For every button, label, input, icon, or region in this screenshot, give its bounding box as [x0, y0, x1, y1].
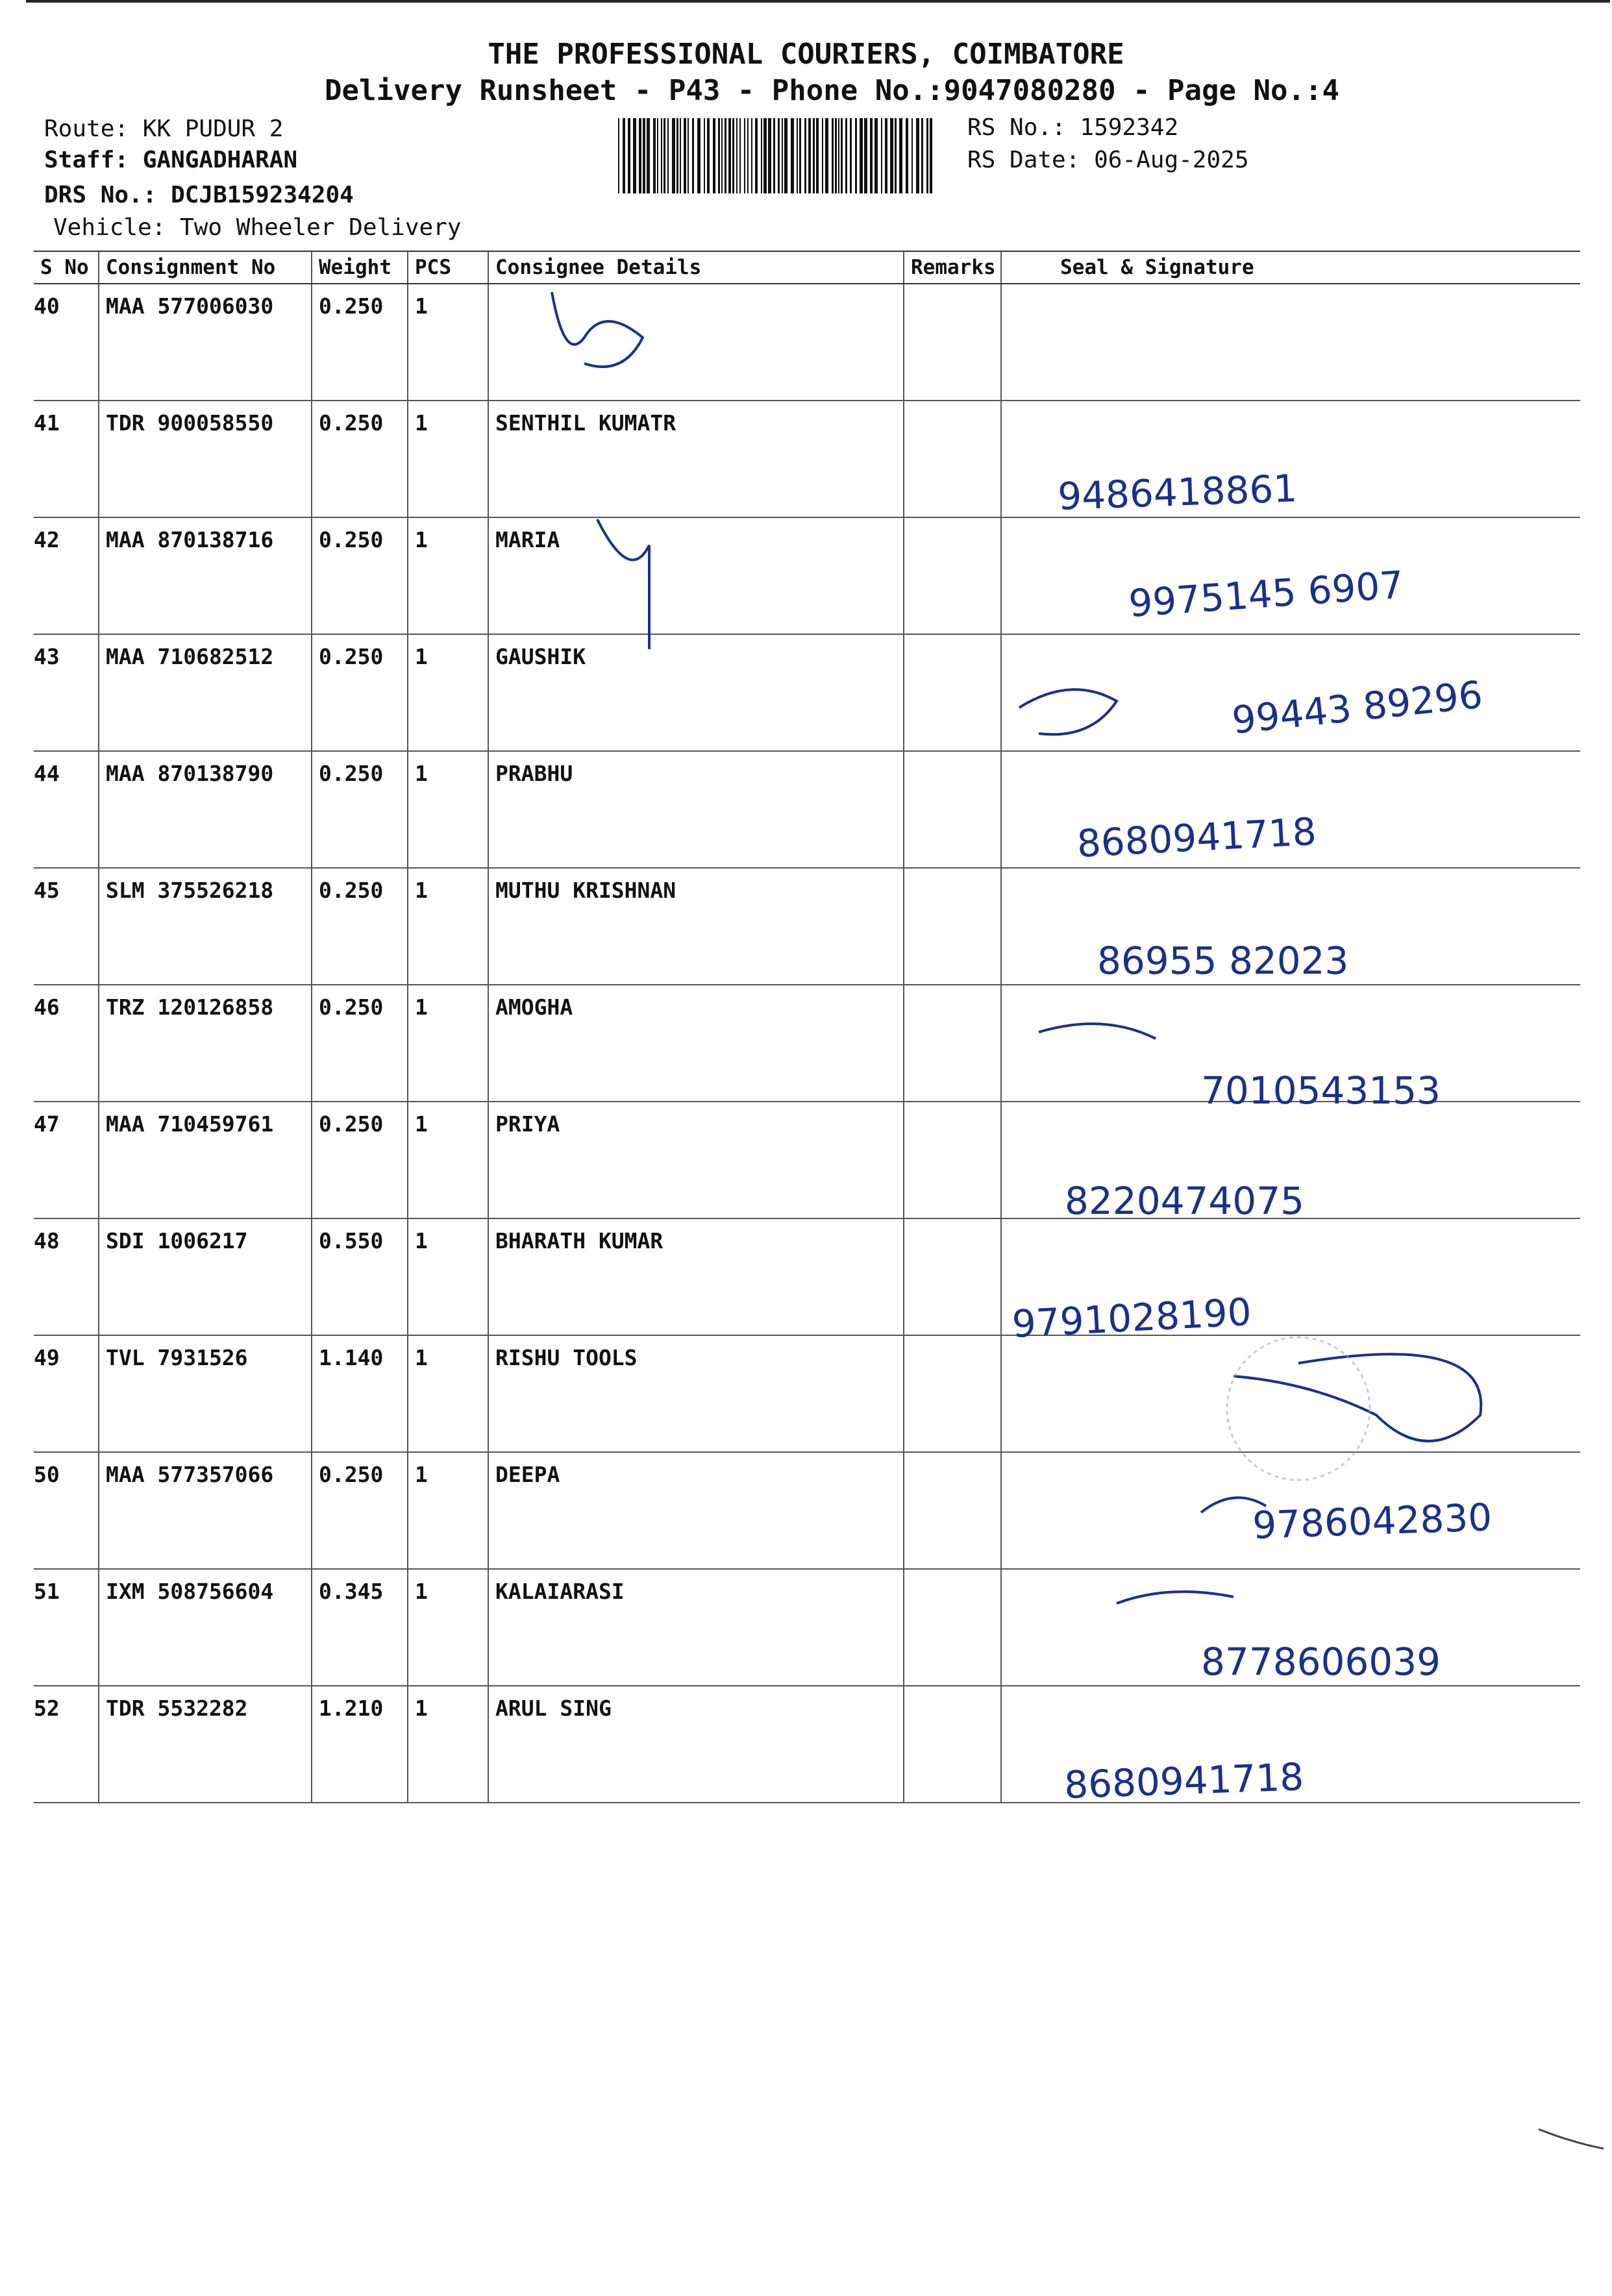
cell-consignment-no: SDI 1006217 — [99, 1218, 312, 1335]
cell-weight: 0.250 — [312, 1452, 408, 1569]
table-row — [34, 1569, 1580, 1686]
staff-label: Staff: — [44, 147, 129, 173]
cell-sno: 43 — [34, 634, 99, 751]
cell-weight: 0.250 — [312, 751, 408, 868]
handwritten-phone-number: 9975145 6907 — [1127, 562, 1406, 626]
cell-pcs: 1 — [408, 1452, 488, 1569]
cell-consignment-no: IXM 508756604 — [99, 1569, 312, 1686]
cell-consignment-no: MAA 870138716 — [99, 517, 312, 634]
cell-weight: 0.250 — [312, 517, 408, 634]
col-signature-header: Seal & Signature — [1001, 251, 1580, 284]
cell-signature — [1001, 634, 1580, 751]
handwritten-phone-number: 8680941718 — [1063, 1755, 1305, 1807]
cell-weight: 0.250 — [312, 985, 408, 1102]
route-value: KK PUDUR 2 — [142, 116, 284, 142]
cell-weight: 0.250 — [312, 634, 408, 751]
rs-date-line — [967, 147, 1249, 173]
cell-pcs: 1 — [408, 634, 488, 751]
cell-pcs: 1 — [408, 1102, 488, 1218]
cell-sno: 52 — [34, 1686, 99, 1803]
cell-signature — [1001, 1102, 1580, 1218]
cell-remarks — [904, 1686, 1001, 1803]
cell-weight: 0.250 — [312, 401, 408, 517]
cell-consignee: DEEPA — [488, 1452, 904, 1569]
cell-consignee: SENTHIL KUMATR — [488, 401, 904, 517]
cell-sno: 40 — [34, 284, 99, 401]
rs-no-line — [967, 114, 1178, 141]
cell-pcs: 1 — [408, 284, 488, 401]
table-row — [34, 1335, 1580, 1452]
cell-consignee: MUTHU KRISHNAN — [488, 868, 904, 985]
cell-sno: 41 — [34, 401, 99, 517]
cell-weight: 1.210 — [312, 1686, 408, 1803]
runsheet-subtitle: Delivery Runsheet - P43 - Phone No.:9047080280 - Page No.:4 — [325, 74, 1339, 107]
cell-remarks — [904, 868, 1001, 985]
cell-weight: 0.250 — [312, 868, 408, 985]
handwritten-phone-number: 9791028190 — [1011, 1289, 1253, 1346]
table-row — [34, 517, 1580, 634]
cell-sno: 49 — [34, 1335, 99, 1452]
cell-weight: 0.250 — [312, 284, 408, 401]
cell-remarks — [904, 751, 1001, 868]
cell-consignee: PRABHU — [488, 751, 904, 868]
handwritten-phone-number: 9786042830 — [1252, 1495, 1493, 1548]
handwritten-phone-number: 9486418861 — [1057, 466, 1298, 519]
cell-signature — [1001, 1452, 1580, 1569]
cell-pcs: 1 — [408, 401, 488, 517]
cell-weight: 0.250 — [312, 1102, 408, 1218]
cell-remarks — [904, 1218, 1001, 1335]
table-row — [34, 634, 1580, 751]
cell-weight: 0.345 — [312, 1569, 408, 1686]
cell-consignment-no: MAA 710682512 — [99, 634, 312, 751]
company-title: THE PROFESSIONAL COURIERS, COIMBATORE — [488, 38, 1124, 71]
cell-pcs: 1 — [408, 1686, 488, 1803]
table-row — [34, 401, 1580, 517]
cell-pcs: 1 — [408, 1569, 488, 1686]
cell-consignee: KALAIARASI — [488, 1569, 904, 1686]
cell-consignment-no: MAA 870138790 — [99, 751, 312, 868]
cell-consignee: BHARATH KUMAR — [488, 1218, 904, 1335]
rs-date-value: 06-Aug-2025 — [1094, 147, 1249, 173]
table-row — [34, 284, 1580, 401]
col-sno-header: S No — [34, 251, 99, 284]
cell-sno: 44 — [34, 751, 99, 868]
col-pcs-header: PCS — [408, 251, 488, 284]
top-border-line — [26, 0, 1610, 3]
cell-pcs: 1 — [408, 751, 488, 868]
cell-pcs: 1 — [408, 868, 488, 985]
drs-line — [44, 182, 354, 208]
cell-sno: 48 — [34, 1218, 99, 1335]
cell-remarks — [904, 517, 1001, 634]
cell-signature — [1001, 517, 1580, 634]
drs-value: DCJB159234204 — [171, 182, 354, 208]
cell-consignment-no: MAA 710459761 — [99, 1102, 312, 1218]
table-header-row — [34, 251, 1580, 284]
staff-line — [44, 147, 297, 173]
cell-sno: 51 — [34, 1569, 99, 1686]
rs-no-value: 1592342 — [1080, 114, 1179, 141]
cell-consignment-no: TDR 5532282 — [99, 1686, 312, 1803]
cell-sno: 47 — [34, 1102, 99, 1218]
cell-signature — [1001, 401, 1580, 517]
cell-consignee: GAUSHIK — [488, 634, 904, 751]
cell-pcs: 1 — [408, 1335, 488, 1452]
cell-sno: 42 — [34, 517, 99, 634]
handwritten-phone-number: 99443 89296 — [1230, 672, 1485, 743]
route-line — [44, 116, 283, 142]
col-weight-header: Weight — [312, 251, 408, 284]
cell-consignment-no: TRZ 120126858 — [99, 985, 312, 1102]
cell-consignment-no: MAA 577006030 — [99, 284, 312, 401]
cell-consignment-no: TVL 7931526 — [99, 1335, 312, 1452]
cell-weight: 1.140 — [312, 1335, 408, 1452]
cell-remarks — [904, 1335, 1001, 1452]
cell-consignment-no: TDR 900058550 — [99, 401, 312, 517]
handwritten-phone-number: 86955 82023 — [1097, 939, 1349, 983]
rs-no-label: RS No.: — [967, 114, 1066, 141]
table-row — [34, 1686, 1580, 1803]
cell-pcs: 1 — [408, 517, 488, 634]
handwritten-phone-number: 8220474075 — [1065, 1179, 1305, 1223]
barcode-image — [618, 118, 936, 193]
col-consignment-header: Consignment No — [99, 251, 312, 284]
cell-remarks — [904, 1569, 1001, 1686]
cell-weight: 0.550 — [312, 1218, 408, 1335]
cell-remarks — [904, 634, 1001, 751]
cell-consignee: RISHU TOOLS — [488, 1335, 904, 1452]
runsheet-table — [34, 251, 1580, 1803]
col-consignee-header: Consignee Details — [488, 251, 904, 284]
cell-signature — [1001, 751, 1580, 868]
rs-date-label: RS Date: — [967, 147, 1080, 173]
drs-label: DRS No.: — [44, 182, 157, 208]
cell-consignment-no: MAA 577357066 — [99, 1452, 312, 1569]
cell-signature — [1001, 1218, 1580, 1335]
vehicle-value: Two Wheeler Delivery — [180, 214, 462, 241]
handwritten-phone-number: 8680941718 — [1076, 809, 1318, 866]
cell-remarks — [904, 985, 1001, 1102]
cell-pcs: 1 — [408, 985, 488, 1102]
cell-signature — [1001, 1335, 1580, 1452]
cell-sno: 46 — [34, 985, 99, 1102]
cell-sno: 45 — [34, 868, 99, 985]
cell-signature — [1001, 1686, 1580, 1803]
cell-pcs: 1 — [408, 1218, 488, 1335]
cell-sno: 50 — [34, 1452, 99, 1569]
route-label: Route: — [44, 116, 129, 142]
cell-remarks — [904, 284, 1001, 401]
cell-consignee: PRIYA — [488, 1102, 904, 1218]
cell-signature — [1001, 284, 1580, 401]
cell-signature — [1001, 868, 1580, 985]
scanner-mark — [1539, 2129, 1604, 2149]
staff-value: GANGADHARAN — [142, 147, 298, 173]
cell-signature — [1001, 985, 1580, 1102]
table-row — [34, 1452, 1580, 1569]
cell-consignee: ARUL SING — [488, 1686, 904, 1803]
table-body — [34, 284, 1580, 1803]
vehicle-line — [53, 214, 462, 241]
table-row — [34, 1218, 1580, 1335]
cell-remarks — [904, 1452, 1001, 1569]
handwritten-phone-number: 8778606039 — [1201, 1640, 1441, 1684]
cell-remarks — [904, 401, 1001, 517]
cell-remarks — [904, 1102, 1001, 1218]
cell-consignment-no: SLM 375526218 — [99, 868, 312, 985]
cell-consignee: MARIA — [488, 517, 904, 634]
table-row — [34, 1102, 1580, 1218]
table-row — [34, 985, 1580, 1102]
col-remarks-header: Remarks — [904, 251, 1001, 284]
cell-consignee — [488, 284, 904, 401]
cell-consignee: AMOGHA — [488, 985, 904, 1102]
vehicle-label: Vehicle: — [53, 214, 166, 241]
table-row — [34, 868, 1580, 985]
cell-signature — [1001, 1569, 1580, 1686]
table-row — [34, 751, 1580, 868]
handwritten-phone-number: 7010543153 — [1201, 1068, 1441, 1113]
